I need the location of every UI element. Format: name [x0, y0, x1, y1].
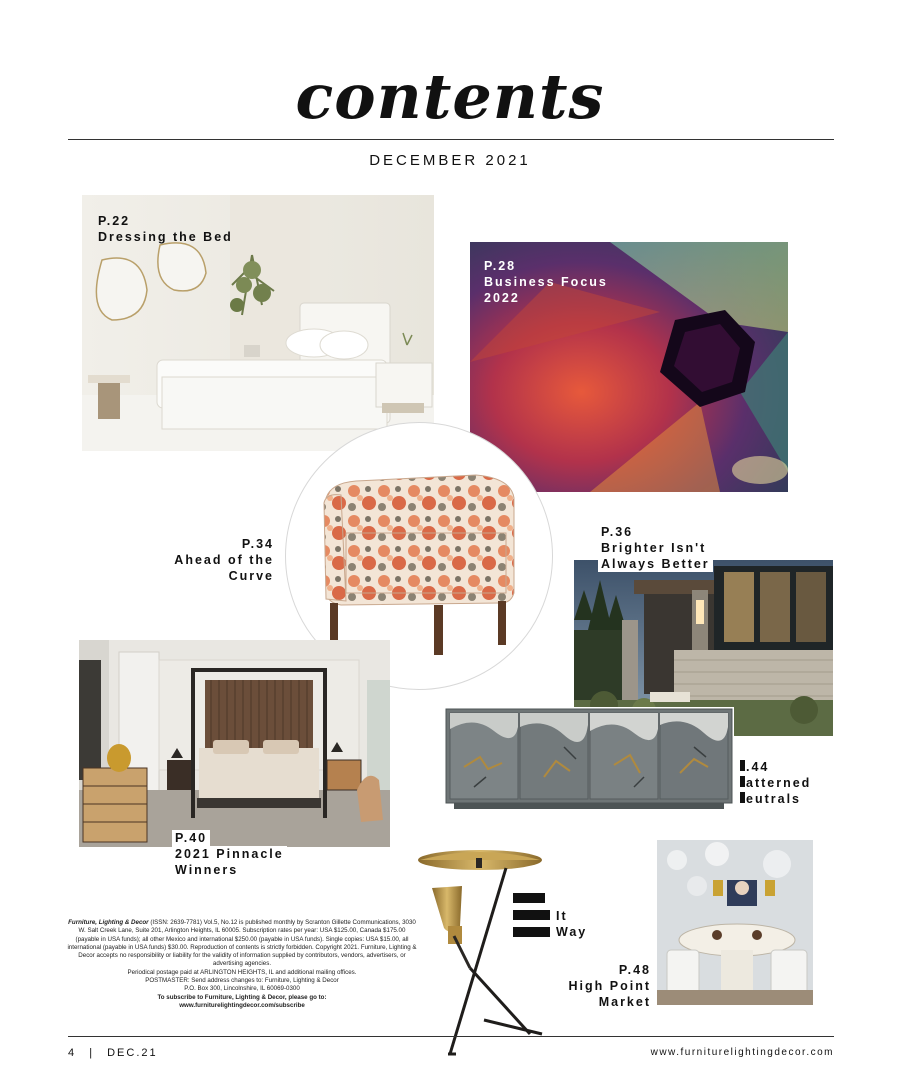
sideboard-illustration: [444, 707, 734, 813]
masthead-body: (ISSN: 2639-7781) Vol.5, No.12 is published monthly by Scranton Gillette Communications, 3030 W. Salt Creek Lane, Suite 201, Arlington Heights, IL 60005. Subscription rates per year: USA $125.00, Canada $175.00 (payable in USA funds); all other Mexico and international $250.00 (payable in USA funds). Single copies: USA $15.00, all international (payable in USA funds) $30.00. Reproduction of contents is strictly forbidden. Copyright 2021. Furniture, Lighting & Decor accepts no responsibility or liability for the validity of information supplied by contributors, vendors, advertisers, or advertising agencies.: [67, 919, 417, 968]
feature-title-line1: atterned: [740, 775, 811, 791]
feature-label-p28[interactable]: [484, 258, 608, 306]
masthead-po-box: P.O. Box 300, Lincolnshire, IL 60069-0300: [184, 985, 300, 993]
feature-page: P.40: [172, 830, 210, 846]
feature-label-p34[interactable]: [140, 536, 274, 584]
feature-title-line1: Business Focus: [484, 275, 608, 289]
masthead-postage: Periodical postage paid at ARLINGTON HEIGHTS, IL and additional mailing offices.: [127, 968, 357, 976]
feature-title-line2: Curve: [228, 569, 274, 583]
footer-divider: |: [89, 1047, 95, 1059]
feature-page: P.34: [241, 537, 274, 551]
dining-room-illustration: [657, 840, 813, 1005]
feature-title-line1: 2021 Pinnacle: [172, 846, 287, 862]
feature-title-line1: High Point: [568, 979, 651, 993]
feature-page: P.22: [98, 214, 131, 228]
feature-title-line2: eutrals: [740, 791, 811, 807]
photo-patterned-neutrals[interactable]: [444, 707, 734, 813]
feature-label-p40[interactable]: [172, 830, 287, 878]
footer-website[interactable]: www.furniturelightingdecor.com: [650, 1047, 834, 1058]
feature-title-line1: It: [556, 909, 568, 923]
feature-label-p44[interactable]: [740, 759, 811, 807]
feature-page: .44: [740, 759, 811, 775]
footer-rule: [68, 1036, 834, 1037]
photo-high-point-market[interactable]: [657, 840, 813, 1005]
feature-page: P.36: [598, 524, 636, 540]
canopy-bedroom-illustration: [79, 640, 390, 847]
feature-page: P.28: [484, 259, 517, 273]
masthead-postmaster: POSTMASTER: Send address changes to: Furniture, Lighting & Decor: [145, 977, 339, 985]
feature-title-line2: Way: [556, 925, 588, 939]
page-title: contents: [295, 60, 605, 133]
feature-label-p36[interactable]: [598, 524, 713, 572]
photo-2021-pinnacle-winners[interactable]: [79, 640, 390, 847]
subscribe-line: To subscribe to Furniture, Lighting & Decor, please go to:: [157, 993, 327, 1001]
publication-name: Furniture, Lighting & Decor: [68, 919, 149, 926]
feature-title-line2: Market: [598, 995, 651, 1009]
footer-issue: DEC.21: [107, 1047, 158, 1059]
feature-title-line2: Always Better: [598, 556, 713, 572]
feature-title-line2: Winners: [172, 862, 241, 878]
obscured-label-bar: [513, 910, 550, 920]
issue-date: DECEMBER 2021: [369, 152, 531, 169]
page-number: 4: [68, 1047, 77, 1059]
feature-title: Dressing the Bed: [98, 230, 233, 244]
footer-left: [68, 1047, 158, 1059]
feature-label-p22[interactable]: [98, 213, 233, 245]
feature-title-line1: Ahead of the: [174, 553, 274, 567]
feature-label-lamp[interactable]: [556, 908, 587, 940]
obscured-label-bar: [513, 893, 545, 903]
feature-page: P.48: [618, 963, 651, 977]
subscribe-link[interactable]: www.furniturelightingdecor.com/subscribe: [179, 1001, 305, 1009]
feature-title-line2: 2022: [484, 291, 520, 305]
header-rule: [68, 139, 834, 140]
masthead-fine-print: [66, 919, 418, 1010]
feature-label-p48[interactable]: [520, 962, 651, 1010]
feature-title-line1: Brighter Isn't: [598, 540, 709, 556]
obscured-label-bar: [513, 927, 550, 937]
